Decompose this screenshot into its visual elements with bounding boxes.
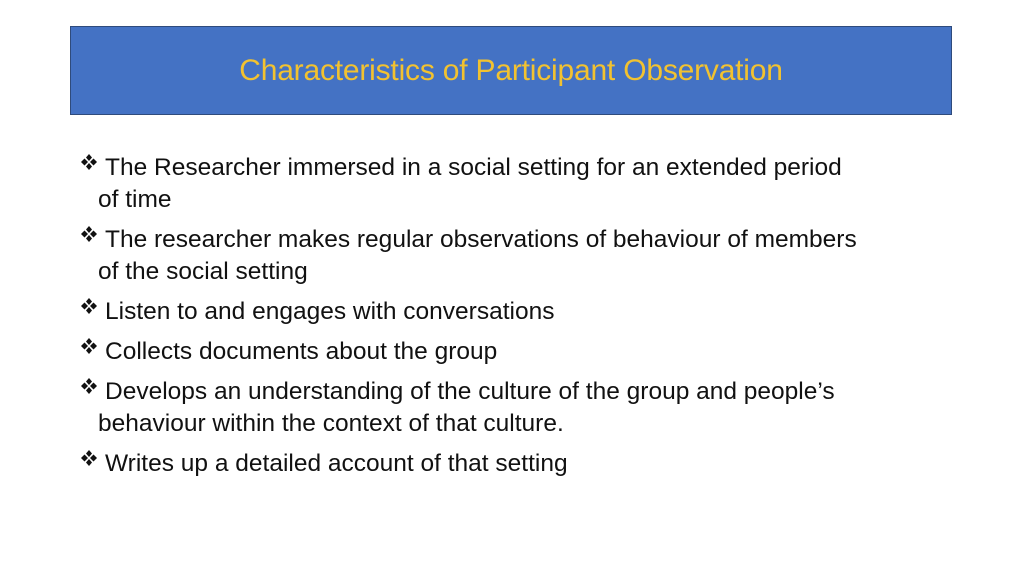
list-item (78, 224, 958, 288)
four-diamond-icon (78, 448, 105, 480)
four-diamond-icon (78, 336, 105, 368)
bullet-list (78, 152, 958, 488)
list-item (78, 376, 958, 440)
bullet-line-continuation: of time (98, 186, 172, 213)
slide-title: Characteristics of Participant Observation (239, 53, 783, 87)
bullet-text (98, 152, 958, 216)
bullet-line: Writes up a detailed account of that setting (105, 450, 568, 477)
bullet-line: The researcher makes regular observations of behaviour of members (105, 226, 857, 253)
bullet-line: Collects documents about the group (105, 338, 498, 365)
four-diamond-icon (78, 224, 105, 256)
bullet-text (98, 376, 958, 440)
list-item (78, 296, 958, 328)
four-diamond-icon (78, 152, 105, 184)
list-item (78, 448, 958, 480)
bullet-line: The Researcher immersed in a social setting for an extended period (105, 154, 842, 181)
list-item (78, 336, 958, 368)
bullet-line-continuation: of the social setting (98, 258, 308, 285)
bullet-line: Listen to and engages with conversations (105, 298, 555, 325)
four-diamond-icon (78, 296, 105, 328)
title-box (70, 26, 952, 115)
bullet-line-continuation: behaviour within the context of that culture. (98, 410, 564, 437)
list-item (78, 152, 958, 216)
bullet-text (105, 296, 958, 328)
bullet-line: Develops an understanding of the culture of the group and people’s (105, 378, 835, 405)
four-diamond-icon (78, 376, 105, 408)
bullet-text (98, 224, 958, 288)
bullet-text (105, 448, 958, 480)
bullet-text (105, 336, 958, 368)
